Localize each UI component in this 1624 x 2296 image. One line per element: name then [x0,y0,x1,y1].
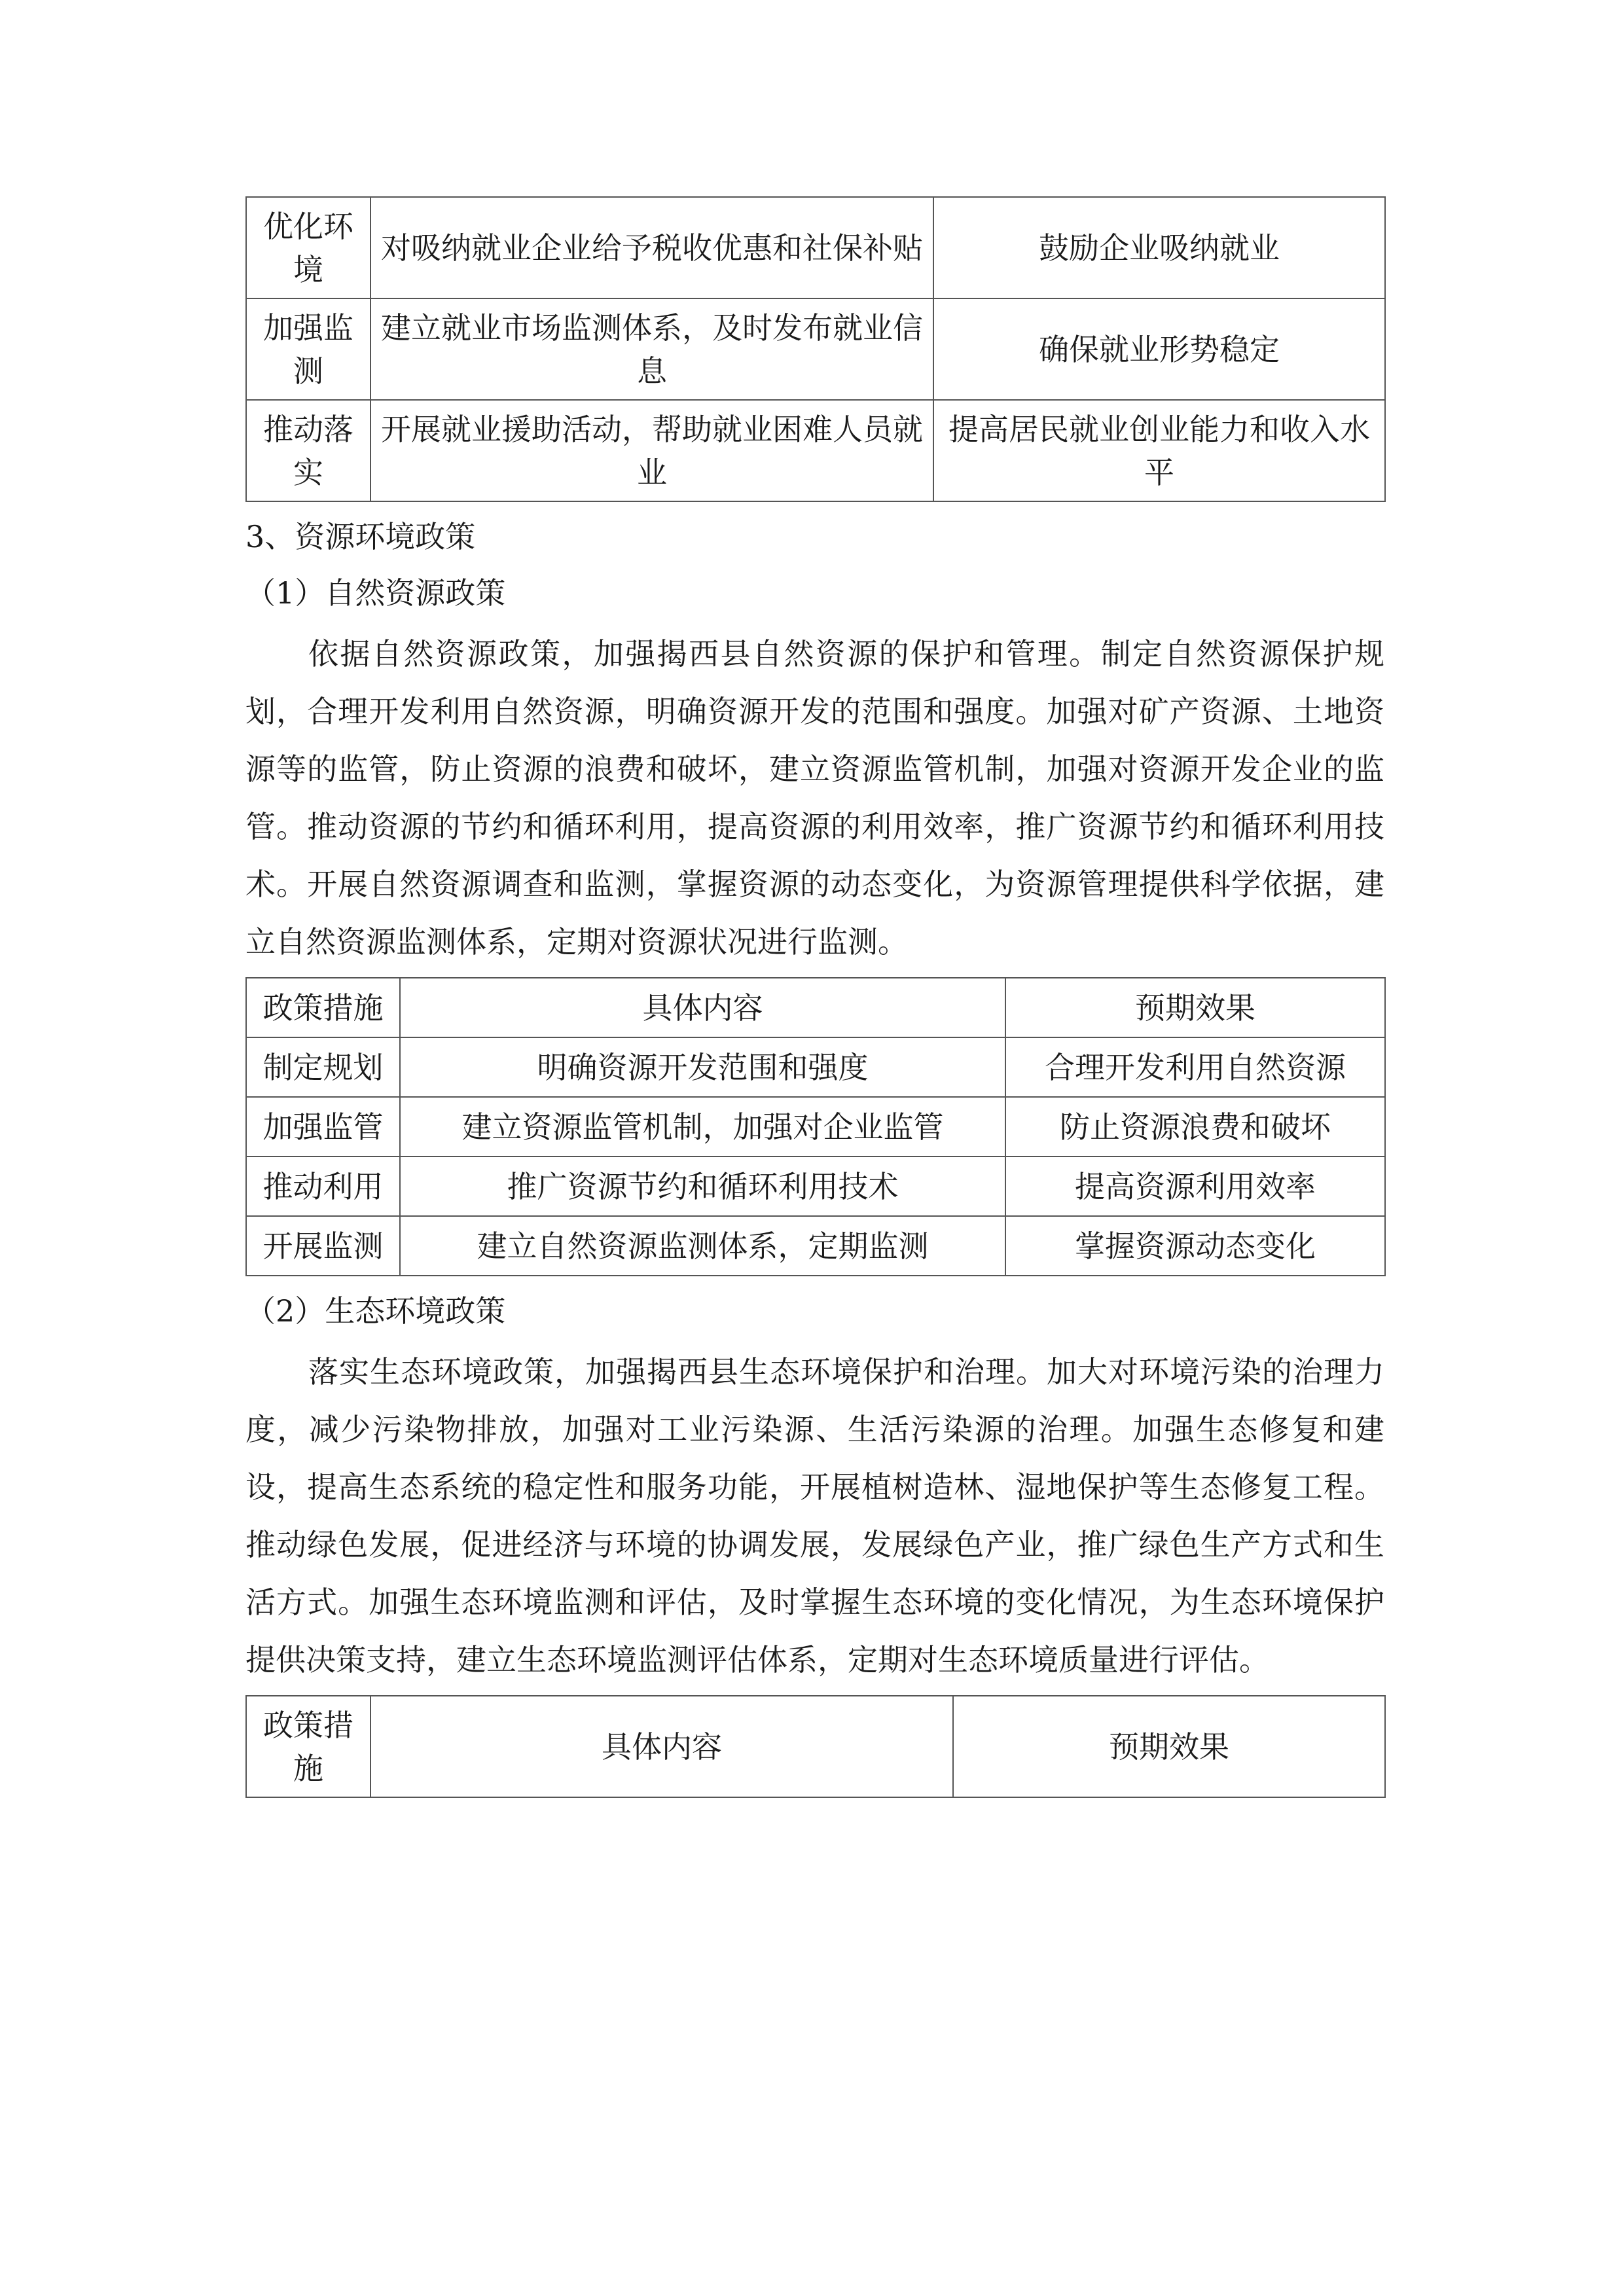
paragraph-ecology: 落实生态环境政策，加强揭西县生态环境保护和治理。加大对环境污染的治理力度，减少污染物排放，加强对工业污染源、生活污染源的治理。加强生态修复和建设，提高生态系统的稳定性和服务功能，开展植树造林、湿地保护等生态修复工程。推动绿色发展，促进经济与环境的协调发展，发展绿色产业，推广绿色生产方式和生活方式。加强生态环境监测和评估，及时掌握生态环境的变化情况，为生态环境保护提供决策支持，建立生态环境监测评估体系，定期对生态环境质量进行评估。 [245,1354,1384,1677]
column-header: 政策措施 [246,978,400,1037]
paragraph-natural-resources: 依据自然资源政策，加强揭西县自然资源的保护和管理。制定自然资源保护规划，合理开发利用自然资源，明确资源开发的范围和强度。加强对矿产资源、土地资源等的监管，防止资源的浪费和破坏，建立资源监管机制，加强对资源开发企业的监管。推动资源的节约和循环利用，提高资源的利用效率，推广资源节约和循环利用技术。开展自然资源调查和监测，掌握资源的动态变化，为资源管理提供科学依据，建立自然资源监测体系，定期对资源状况进行监测。 [245,636,1384,960]
table-header-row [246,1696,1385,1797]
table-cell: 鼓励企业吸纳就业 [933,197,1385,298]
subsection-heading-natural-resources: （1）自然资源政策 [245,575,506,611]
column-header: 具体内容 [370,1696,953,1797]
table-cell: 防止资源浪费和破坏 [1005,1097,1385,1157]
table-cell: 对吸纳就业企业给予税收优惠和社保补贴 [370,197,933,298]
table-row [246,1157,1385,1216]
table-cell: 提高居民就业创业能力和收入水平 [933,400,1385,501]
column-header: 政策措施 [246,1696,370,1797]
table-cell: 掌握资源动态变化 [1005,1216,1385,1276]
table-row [246,1037,1385,1097]
table-cell: 制定规划 [246,1037,400,1097]
table-cell: 建立自然资源监测体系，定期监测 [400,1216,1005,1276]
table-cell: 建立就业市场监测体系，及时发布就业信息 [370,298,933,400]
table-cell: 推广资源节约和循环利用技术 [400,1157,1005,1216]
subsection-heading-ecology: （2）生态环境政策 [245,1293,506,1329]
table-row [246,1216,1385,1276]
table-cell: 推动利用 [246,1157,400,1216]
section-heading: 3、资源环境政策 [245,519,476,554]
table-row [246,298,1385,400]
employment-policy-table [245,196,1386,502]
table-cell: 确保就业形势稳定 [933,298,1385,400]
ecology-policy-table [245,1695,1386,1798]
table-cell: 加强监管 [246,1097,400,1157]
table-header-row [246,978,1385,1037]
document-page [245,196,1384,1798]
column-header: 预期效果 [953,1696,1385,1797]
table-cell: 合理开发利用自然资源 [1005,1037,1385,1097]
table-cell: 加强监测 [246,298,370,400]
table-cell: 开展监测 [246,1216,400,1276]
table-cell: 优化环境 [246,197,370,298]
table-cell: 开展就业援助活动，帮助就业困难人员就业 [370,400,933,501]
column-header: 具体内容 [400,978,1005,1037]
table-cell: 建立资源监管机制，加强对企业监管 [400,1097,1005,1157]
resource-policy-table [245,977,1386,1276]
table-cell: 推动落实 [246,400,370,501]
table-row [246,197,1385,298]
table-cell: 提高资源利用效率 [1005,1157,1385,1216]
table-cell: 明确资源开发范围和强度 [400,1037,1005,1097]
column-header: 预期效果 [1005,978,1385,1037]
table-row [246,400,1385,501]
table-row [246,1097,1385,1157]
